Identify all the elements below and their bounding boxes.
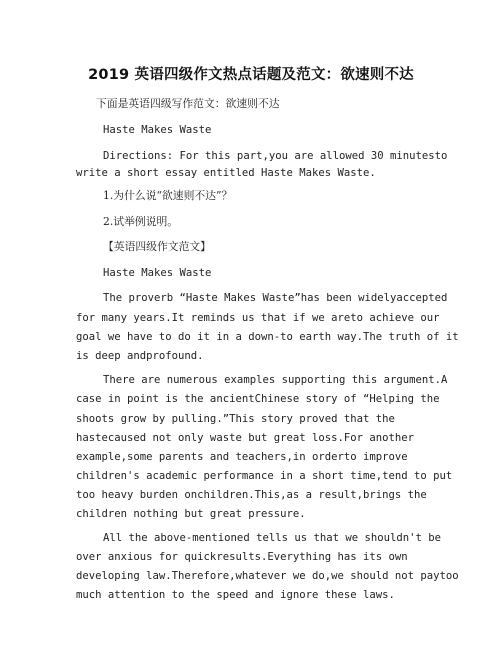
para3-line-3: developing law.Therefore,whatever we do,we should not paytoo bbox=[76, 570, 459, 582]
para2-line-4: hastecaused not only waste but great loss.For another bbox=[76, 432, 415, 444]
question-item-2: 2.试举例说明。 bbox=[103, 215, 179, 228]
para3-line-2: over anxious for quickresults.Everything has its own bbox=[76, 551, 408, 563]
sample-essay-label: 【英语四级作文范文】 bbox=[103, 240, 211, 253]
para3-line-4: much attention to the speed and ignore these laws. bbox=[76, 589, 395, 601]
question-item-1: 1.为什么说“欲速则不达”？ bbox=[103, 189, 233, 202]
para2-line-5: example,some parents and teachers,in orderto improve bbox=[76, 451, 408, 463]
para1-line-2: for many years.It reminds us that if we areto achieve our bbox=[76, 312, 440, 324]
para2-line-2: case in point is the ancientChinese story of “Helping the bbox=[76, 393, 440, 405]
para3-line-1: All the above-mentioned tells us that we shouldn't be bbox=[103, 532, 442, 544]
essay-title: Haste Makes Waste bbox=[103, 267, 212, 279]
para1-line-4: is deep andprofound. bbox=[76, 350, 204, 362]
para2-line-6: children's academic performance in a short time,tend to put bbox=[76, 470, 453, 482]
directions-line-2: write a short essay entitled Haste Makes Waste. bbox=[76, 167, 376, 179]
intro-line: 下面是英语四级写作范文：欲速则不达 bbox=[96, 97, 280, 110]
heading-haste-makes-waste: Haste Makes Waste bbox=[103, 124, 212, 136]
para2-line-8: children nothing but great pressure. bbox=[76, 508, 306, 520]
directions-line-1: Directions: For this part,you are allowed 30 minutesto bbox=[103, 150, 448, 162]
para2-line-7: too heavy burden onchildren.This,as a result,brings the bbox=[76, 489, 427, 501]
document-title: 2019 英语四级作文热点话题及范文：欲速则不达 bbox=[88, 67, 414, 83]
para2-line-3: shoots grow by pulling.”This story proved that the bbox=[76, 413, 395, 425]
para1-line-1: The proverb “Haste Makes Waste”has been widelyaccepted bbox=[103, 292, 448, 304]
para2-line-1: There are numerous examples supporting this argument.A bbox=[103, 374, 448, 386]
para1-line-3: goal we have to do it in a down-to earth way.The truth of it bbox=[76, 331, 459, 343]
